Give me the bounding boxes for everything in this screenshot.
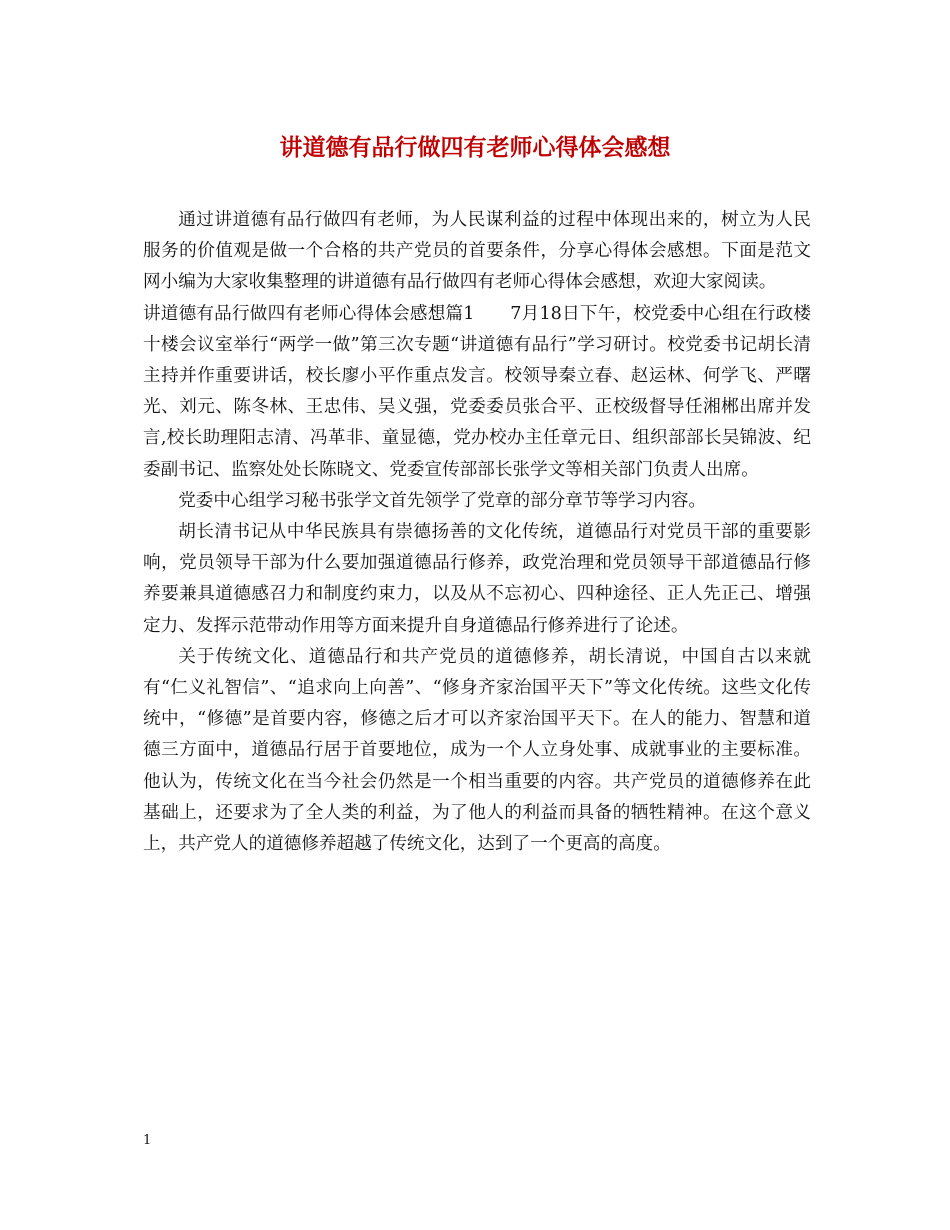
paragraph-study-secretary: 党委中心组学习秘书张学文首先领学了党章的部分章节等学习内容。 [178, 490, 707, 511]
page-number: 1 [143, 1133, 152, 1148]
paragraph-intro: 通过讲道德有品行做四有老师，为人民谋利益的过程中体现出来的，树立为人民服务的价值观是做一个合格的共产党员的首要条件，分享心得体会感想。下面是范文网小编为大家收集整理的讲道德有品行做四有老师心得体会感想，欢迎大家阅读。 [143, 210, 811, 293]
document-title: 讲道德有品行做四有老师心得体会感想 [279, 134, 671, 161]
paragraph-secretary-remarks: 胡长清书记从中华民族具有崇德扬善的文化传统，道德品行对党员干部的重要影响，党员领导干部为什么要加强道德品行修养，政党治理和党员领导干部道德品行修养要兼具道德感召力和制度约束力，以及从不忘初心、四种途径、正人先正己、增强定力、发挥示范带动作用等方面来提升自身道德品行修养进行了论述。 [143, 522, 811, 636]
paragraph-traditional-culture: 关于传统文化、道德品行和共产党员的道德修养，胡长清说，中国自古以来就有“仁义礼智信”、“追求向上向善”、“修身齐家治国平天下”等文化传统。这些文化传统中，“修德”是首要内容，修德之后才可以齐家治国平天下。在人的能力、智慧和道德三方面中，道德品行居于首要地位，成为一个人立身处事、成就事业的主要标准。他认为，传统文化在当今社会仍然是一个相当重要的内容。共产党员的道德修养在此基础上，还要求为了全人类的利益，为了他人的利益而具备的牺牲精神。在这个意义上，共产党人的道德修养超越了传统文化，达到了一个更高的高度。 [143, 646, 811, 855]
document-body [143, 205, 811, 860]
paragraph-article-1: 讲道德有品行做四有老师心得体会感想篇1 7月18日下午，校党委中心组在行政楼十楼会议室举行“两学一做”第三次专题“讲道德有品行”学习研讨。校党委书记胡长清主持并作重要讲话，校长廖小平作重点发言。校领导秦立春、赵运林、何学飞、严曙光、刘元、陈冬林、王忠伟、吴义强，党委委员张合平、正校级督导任湘郴出席并发言,校长助理阳志清、冯革非、童显德，党办校办主任章元日、组织部部长吴锦波、纪委副书记、监察处处长陈晓文、党委宣传部部长张学文等相关部门负责人出席。 [143, 303, 811, 480]
